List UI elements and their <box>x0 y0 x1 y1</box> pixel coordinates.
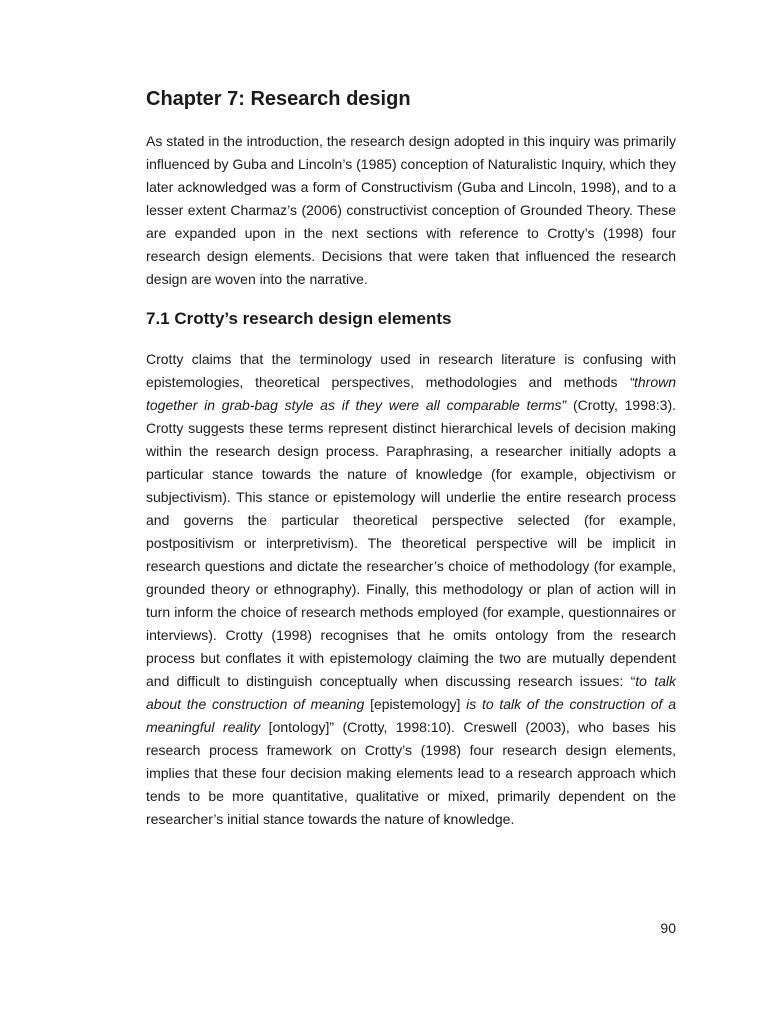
section-paragraph <box>146 348 676 831</box>
intro-paragraph: As stated in the introduction, the research design adopted in this inquiry was primarily influenced by Guba and Lincoln’s (1985) conception of Naturalistic Inquiry, which they later acknowledged was a form of Constructivism (Guba and Lincoln, 1998), and to a lesser extent Charmaz’s (2006) constructivist conception of Grounded Theory. These are expanded upon in the next sections with reference to Crotty’s (1998) four research design elements. Decisions that were taken that influenced the research design are woven into the narrative. <box>146 133 676 287</box>
paragraph-text-part3: [epistemology] <box>364 696 467 712</box>
paragraph-text-part2: (Crotty, 1998:3). Crotty suggests these terms represent distinct hierarchical levels of decision making within the research design process. Paraphrasing, a researcher initially adopts a particular stance towards the nature of knowledge (for example, objectivism or subjectivism). This stance or epistemology will underlie the entire research process and governs the particular theoretical perspective selected (for example, postpositivism or interpretivism). The theoretical perspective will be implicit in research questions and dictate the researcher’s choice of methodology (for example, grounded theory or ethnography). Finally, this methodology or plan of action will in turn inform the choice of research methods employed (for example, questionnaires or interviews). Crotty (1998) recognises that he omits ontology from the research process but conflates it with epistemology claiming the two are mutually dependent and difficult to distinguish conceptually when discussing research issues: “ <box>146 397 676 689</box>
quote-construction-of-meaning: to talk about the construction of meaning <box>146 673 676 712</box>
paragraph-text-part1: Crotty claims that the terminology used in research literature is confusing with epistemologies, theoretical perspectives, methodologies and methods <box>146 351 676 390</box>
chapter-title: Chapter 7: Research design <box>146 88 411 110</box>
paragraph-text-part4: [ontology]” (Crotty, 1998:10). Creswell (2003), who bases his research process framework on Crotty’s (1998) four research design elements, implies that these four decision making elements lead to a research approach which tends to be more quantitative, qualitative or mixed, primarily dependent on the researcher’s initial stance towards the nature of knowledge. <box>146 719 676 827</box>
quote-meaningful-reality: is to talk of the construction of a meaningful reality <box>146 696 676 735</box>
quote-grab-bag: “thrown together in grab-bag style as if they were all comparable terms” <box>146 374 676 413</box>
section-title: 7.1 Crotty’s research design elements <box>146 309 452 328</box>
page-number: 90 <box>660 920 676 936</box>
